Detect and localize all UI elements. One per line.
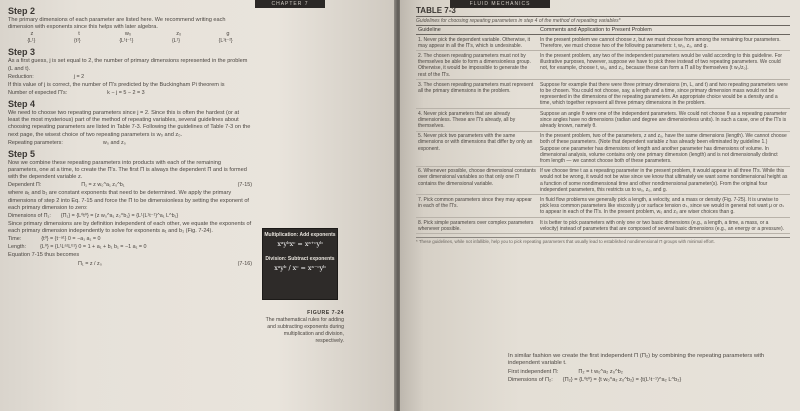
step-2-text: The primary dimensions of each parameter are listed here. We recommend writing each dimension with exponents since this helps with later algebra.: [8, 17, 226, 31]
right-page: [400, 0, 800, 411]
comment-cell: In fluid flow problems we generally pick a length, a velocity, and a mass or density (Fig. 7-25). It is unwise to pick less common parameters like viscosity μ or surface tension σₛ, since we would in general not want μ or σₛ to appear in each of the Π's. In the present problem, w₀ and z₀ are wiser choices than g.: [538, 195, 790, 218]
step-4-text: We need to choose two repeating parameters since j = 2. Since this is often the hardest (or at least the most mysterious) part of the method of repeating variables, several guidelines about choosing repeating parameters are listed in Table 7-3. Following the guidelines of Table 7-3 on the next page, the wisest choice of two repeating parameters is w₀ and z₀.: [8, 110, 251, 138]
step-5-text-2: where a₁ and b₁ are constant exponents that need to be determined. We apply the primary dimensions of step 2 into Eq. 7-15 and force the Π to be dimensionless by setting the exponent of each primary dimension to zero:: [8, 190, 249, 211]
dependent-pi-line: [8, 181, 252, 189]
figure-formula-division: xᵃyᵇ / xᶜ = xᵃ⁻ᶜyᵇ: [274, 264, 326, 272]
symbol: z₀: [176, 31, 182, 38]
step-3: [8, 47, 252, 97]
guideline-cell: 2. The chosen repeating parameters must not by themselves be able to form a dimensionless group. Otherwise, it would be impossible to generate the rest of the Π's.: [416, 51, 538, 80]
figure-caption: [256, 310, 344, 345]
right-column: [416, 6, 790, 244]
table-row: [416, 80, 790, 109]
step-3-text-2: If this value of j is correct, the number of Π's predicted by the Buckingham Pi theorem is: [8, 81, 225, 88]
step-5: [8, 149, 252, 268]
step-5-text-1: Now we combine these repeating parameters into products with each of the remaining parameters, one at a time, to create the Π's. The first Π is always the dependent Π and is formed with the dependent variable z.: [8, 159, 247, 181]
length-label: Length:: [8, 244, 26, 251]
column-header: Comments and Application to Present Problem: [538, 26, 790, 35]
step-2: [8, 6, 252, 45]
comment-cell: In the present problem, two of the parameters, z and z₀, have the same dimensions (length). We cannot choose both of these parameters. (Note that dependent variable z has already been eliminated by guideline 1.) Suppose one parameter has dimensions of length and another parameter has dimensions of volume. In dimensional analysis, volume contains only one primary dimension (length) and is not dimensionally distinct from length — we cannot choose both of these parameters.: [538, 131, 790, 166]
comment-cell: Suppose an angle θ were one of the independent parameters. We could not choose θ as a repeating parameter since angles have no dimensions (radian and degree are dimensionless units). In such a case, one of the Π's is already known, namely θ.: [538, 109, 790, 132]
book-header: FLUID MECHANICS: [450, 0, 550, 8]
symbol: g: [226, 31, 230, 38]
figure-caption-text: The mathematical rules for adding and subtracting exponents during multiplication and division, respectively.: [265, 317, 344, 344]
figure-formula-multiplication: xᵃyᵇxᶜ = xᵃ⁺ᶜyᵇ: [277, 240, 323, 248]
reduction-line: [8, 73, 252, 81]
left-page: [0, 0, 396, 411]
left-column: [8, 4, 252, 268]
closing-text: In similar fashion we create the first independent Π (Π₂) by combining the repeating parameters with independent variable t.: [508, 353, 765, 367]
dependent-equation: Π₁ = z w₀^a₁ z₀^b₁: [81, 182, 125, 189]
time-line: [8, 235, 252, 243]
dimensions-pi2-equation: {Π₂} = {L⁰t⁰} = {t w₀^a₂ z₀^b₂} = {t(L¹t⁻¹)^a₂ L^b₂}: [562, 376, 682, 383]
dimension: {L¹}: [171, 38, 181, 45]
table-row: [416, 166, 790, 195]
repeating-line: [8, 139, 252, 147]
time-equation: {t⁰} = {t⁻ᵃ¹} 0 = −a₁ a₁ = 0: [41, 236, 101, 243]
first-independent-line: [508, 368, 788, 376]
comment-cell: In the present problem, any two of the independent parameters would be valid according to this guideline. For illustrative purposes, however, suppose we have to pick three instead of two repeating parameters. We could not, for example, choose t, w₀, and z₀, because these can form a Π all by themselves (t w₀/z₀).: [538, 51, 790, 80]
table-row: [416, 218, 790, 234]
step-5-text-3: Since primary dimensions are by definition independent of each other, we equate the exponents of each primary dimension independently to solve for exponents a₁ and b₁ (Fig. 7-24).: [8, 221, 252, 235]
equation-number: (7-16): [237, 260, 252, 267]
step-4-title: Step 4: [8, 99, 36, 110]
dimensions-equation: {Π₁} = {L⁰t⁰} = {z w₀^a₁ z₀^b₁} = {L¹(L¹t⁻¹)^a₁ L^b₁}: [60, 213, 179, 220]
guideline-cell: 3. The chosen repeating parameters must represent all the primary dimensions in the problem.: [416, 80, 538, 109]
comment-cell: Suppose for example that there were three primary dimensions (m, L, and t) and two repeating parameters were to be chosen. You could not choose, say, a length and a time, since primary dimension mass would not be represented in the dimensions of the repeating parameters. An appropriate choice would be a density and a time, which together represent all three primary dimensions in the problem.: [538, 80, 790, 109]
step-5-text-4: Equation 7-15 thus becomes: [8, 252, 80, 259]
parameter-dimensions: [8, 38, 252, 45]
chapter-header: CHAPTER 7: [255, 0, 325, 8]
reduction-value: j = 2: [73, 73, 85, 80]
dimension: {L¹t⁻¹}: [119, 38, 134, 45]
guideline-cell: 6. Whenever possible, choose dimensional constants over dimensional variables so that only one Π contains the dimensional variable.: [416, 166, 538, 195]
dimensions-label: Dimensions of Π₁:: [8, 213, 51, 220]
exponent-rules-figure: [262, 228, 338, 300]
symbol: t: [78, 31, 80, 38]
table-header-row: [416, 26, 790, 35]
table-row: [416, 131, 790, 166]
dependent-label: Dependent Π:: [8, 182, 42, 189]
dimension: {t¹}: [74, 38, 81, 45]
comment-cell: It is better to pick parameters with only one or two basic dimensions (e.g., a length, a time, a mass, or a velocity) instead of parameters that are composed of several basic dimensions (e.g., an energy or a pressure).: [538, 218, 790, 234]
length-equation: {L⁰} = {L¹Lᵃ¹Lᵇ¹} 0 = 1 + a₁ + b₁ b₁ = −1 a₁ = 0: [40, 244, 147, 251]
repeating-value: w₀ and z₀: [102, 139, 126, 146]
time-label: Time:: [8, 236, 22, 243]
guidelines-table: [416, 25, 790, 234]
dimensions-pi2-line: [508, 376, 788, 384]
guideline-cell: 7. Pick common parameters since they may appear in each of the Π's.: [416, 195, 538, 218]
table-row: [416, 109, 790, 132]
dimension: {L¹}: [27, 38, 36, 45]
symbol: w₀: [124, 31, 132, 38]
first-independent-label: First independent Π:: [508, 368, 559, 375]
dimensions-pi1-line: [8, 212, 252, 220]
step-4: [8, 99, 252, 147]
reduction-label: Reduction:: [8, 73, 34, 80]
equation-number: (7-15): [237, 182, 252, 189]
table-subtitle: Guidelines for choosing repeating parameters in step 4 of the method of repeating variables*: [416, 18, 621, 24]
table-row: [416, 51, 790, 80]
first-independent-equation: Π₂ = t w₀^a₂ z₀^b₂: [578, 368, 623, 375]
table-row: [416, 35, 790, 51]
dimensions-pi2-label: Dimensions of Π₂:: [508, 376, 553, 383]
parameter-symbols: [8, 31, 252, 38]
column-header: Guideline: [416, 26, 538, 35]
expected-value: k − j = 5 − 2 = 3: [107, 90, 145, 97]
expected-line: [8, 89, 252, 97]
guideline-cell: 1. Never pick the dependent variable. Otherwise, it may appear in all the Π's, which is undesirable.: [416, 35, 538, 51]
step-3-text-1: As a first guess, j is set equal to 2, the number of primary dimensions represented in the problem (L and t).: [8, 58, 248, 72]
step-5-title: Step 5: [8, 148, 36, 159]
step-3-title: Step 3: [8, 47, 36, 58]
comment-cell: If we choose time t as a repeating parameter in the present problem, it would appear in all three Π's. While this would not be wrong, it would not be wise since we know that ultimately we want some nondimensional height as a function of some nondimensional time and other nondimensional parameter(s). From the original four independent parameters, this restricts us to w₀, z₀, and g.: [538, 166, 790, 195]
symbol: z: [30, 31, 34, 38]
figure-title-division: Division: Subtract exponents: [265, 256, 335, 262]
repeating-label: Repeating parameters:: [8, 139, 63, 146]
guideline-cell: 8. Pick simple parameters over complex parameters whenever possible.: [416, 218, 538, 234]
final-equation: Π₁ = z / z₀: [78, 260, 102, 267]
table-footnote: * These guidelines, while not infallible, help you to pick repeating parameters that usually lead to established nondimensional Π groups with minimal effort.: [416, 237, 790, 244]
table-title: TABLE 7-3: [416, 6, 790, 17]
figure-label: FIGURE 7-24: [307, 310, 344, 316]
step-2-title: Step 2: [8, 6, 36, 16]
closing-section: [508, 352, 788, 384]
guideline-cell: 4. Never pick parameters that are already dimensionless. These are Π's already, all by themselves.: [416, 109, 538, 132]
dimension: {L¹t⁻²}: [218, 38, 233, 45]
table-row: [416, 195, 790, 218]
comment-cell: In the present problem we cannot choose z, but we must choose from among the remaining four parameters. Therefore, we must choose two of the following parameters: t, w₀, z₀, and g.: [538, 35, 790, 51]
guideline-cell: 5. Never pick two parameters with the same dimensions or with dimensions that differ by only an exponent.: [416, 131, 538, 166]
expected-label: Number of expected Π's:: [8, 90, 68, 97]
length-line: [8, 243, 252, 251]
figure-title-multiplication: Multiplication: Add exponents: [264, 232, 336, 238]
final-equation-line: [8, 260, 252, 268]
